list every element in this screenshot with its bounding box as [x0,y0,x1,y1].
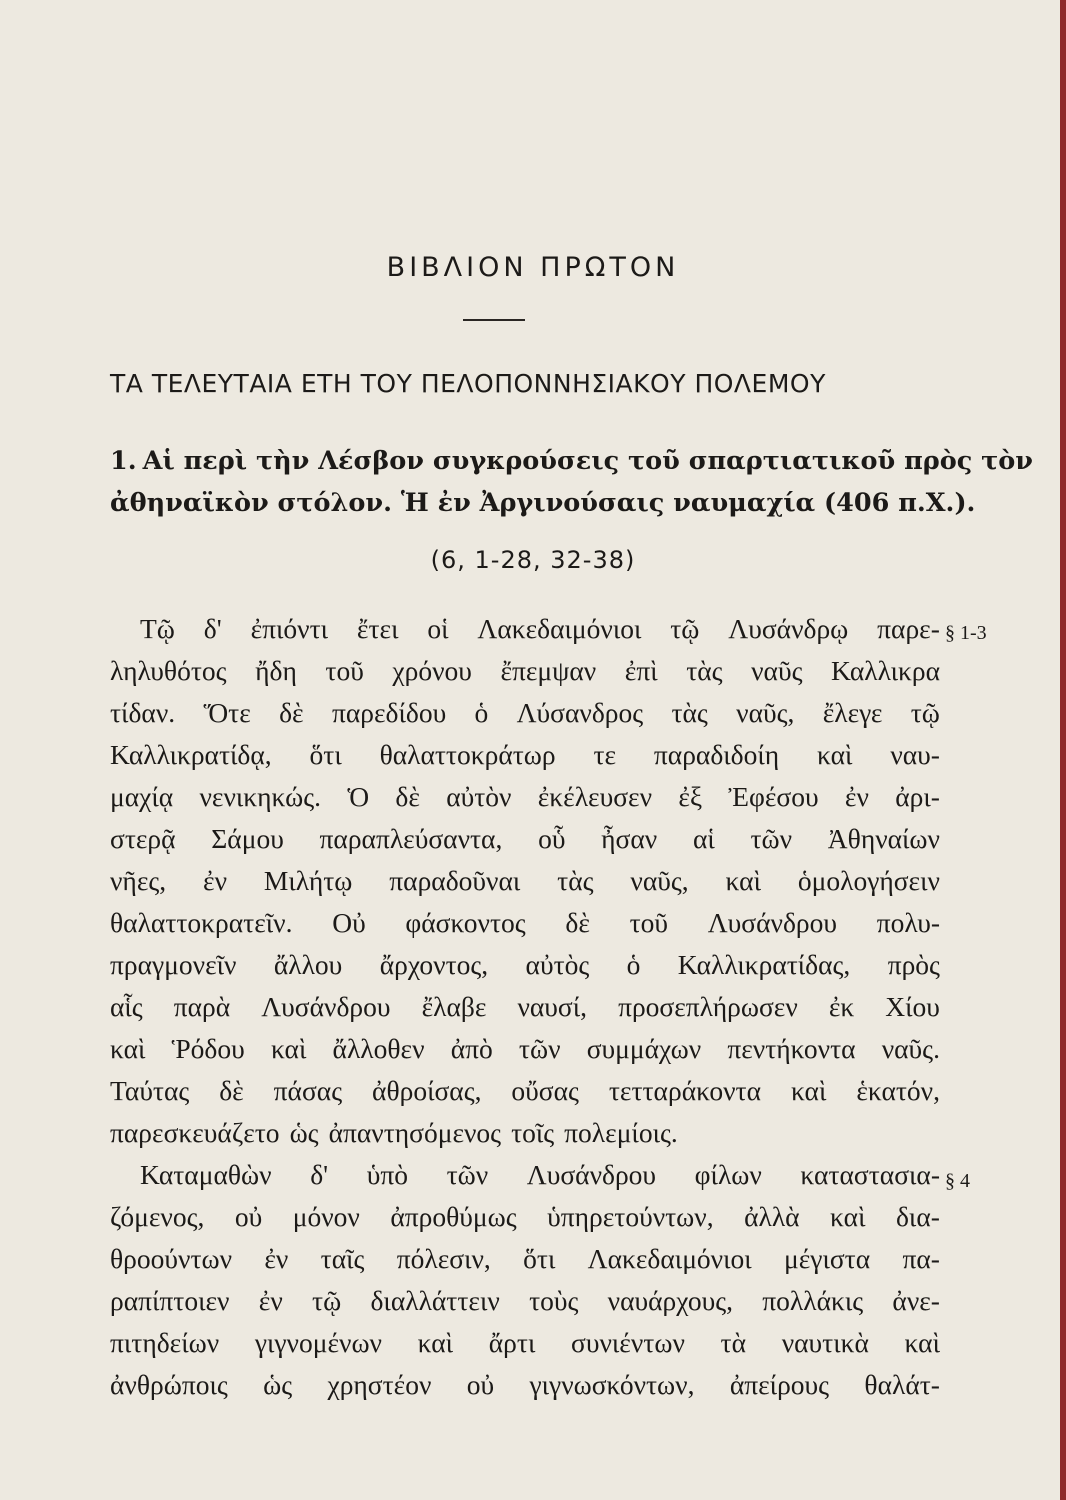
text-line: ραπίπτοιεν ἐν τῷ διαλλάττειν τοὺς ναυάρχους, πολλάκις ἀνε- [110,1285,940,1316]
text-line: στερᾷ Σάμου παραπλεύσαντα, οὗ ἦσαν αἱ τῶν Ἀθηναίων [110,823,940,854]
chapter-number: 1. [110,446,137,476]
text-line: νῆες, ἐν Μιλήτῳ παραδοῦναι τὰς ναῦς, καὶ ὁμολογήσειν [110,865,940,896]
text-line: ληλυθότος ἤδη τοῦ χρόνου ἔπεμψαν ἐπὶ τὰς ναῦς Καλλικρα [110,655,940,686]
margin-note-section-1-3: § 1-3 [945,622,987,644]
section-title: ΤΑ ΤΕΛΕΥΤΑΙΑ ΕΤΗ ΤΟΥ ΠΕΛΟΠΟΝΝΗΣΙΑΚΟΥ ΠΟΛΕΜΟΥ [110,369,826,398]
body-text [110,608,940,1406]
title-divider [463,319,525,321]
chapter-heading-line-1 [110,440,1033,482]
text-line: παρεσκευάζετο ὡς ἀπαντησόμενος τοῖς πολεμίοις. [110,1117,678,1148]
text-line: Καλλικρατίδᾳ, ὅτι θαλαττοκράτωρ τε παραδιδοίη καὶ ναυ- [110,739,940,770]
text-line: πιτηδείων γιγνομένων καὶ ἄρτι συνιέντων τὰ ναυτικὰ καὶ [110,1327,940,1358]
text-line: ζόμενος, οὐ μόνον ἀπροθύμως ὑπηρετούντων, ἀλλὰ καὶ δια- [110,1201,940,1232]
text-line: πραγμονεῖν ἄλλου ἄρχοντος, αὐτὸς ὁ Καλλικρατίδας, πρὸς [110,949,940,980]
text-line: θροούντων ἐν ταῖς πόλεσιν, ὅτι Λακεδαιμόνιοι μέγιστα πα- [110,1243,940,1274]
page-edge-stripe [1060,0,1066,1500]
text-line: Ταύτας δὲ πάσας ἀθροίσας, οὔσας τετταράκοντα καὶ ἑκατόν, [110,1075,940,1106]
text-line: καὶ Ῥόδου καὶ ἄλλοθεν ἀπὸ τῶν συμμάχων πεντήκοντα ναῦς. [110,1033,940,1064]
text-line: ἀνθρώποις ὡς χρηστέον οὐ γιγνωσκόντων, ἀπείρους θαλάτ- [110,1369,940,1400]
passage-reference: (6, 1-28, 32-38) [430,546,636,574]
text-line: τίδαν. Ὅτε δὲ παρεδίδου ὁ Λύσανδρος τὰς ναῦς, ἔλεγε τῷ [110,697,940,728]
text-line: Καταμαθὼν δ' ὑπὸ τῶν Λυσάνδρου φίλων καταστασια- [140,1159,940,1190]
chapter-heading-line-2: ἀθηναϊκὸν στόλον. Ἡ ἐν Ἀργινούσαις ναυμαχία (406 π.Χ.). [110,488,976,518]
text-line: αἷς παρὰ Λυσάνδρου ἔλαβε ναυσί, προσεπλήρωσεν ἐκ Χίου [110,991,940,1022]
margin-note-section-4: § 4 [945,1170,970,1192]
text-line: θαλαττοκρατεῖν. Οὐ φάσκοντος δὲ τοῦ Λυσάνδρου πολυ- [110,907,940,938]
chapter-heading-text-1: Αἱ περὶ τὴν Λέσβον συγκρούσεις τοῦ σπαρτιατικοῦ πρὸς τὸν [142,446,1033,476]
text-line: Τῷ δ' ἐπιόντι ἔτει οἱ Λακεδαιμόνιοι τῷ Λυσάνδρῳ παρε- [140,613,940,644]
book-title: ΒΙΒΛΙΟΝ ΠΡΩΤΟΝ [386,252,680,283]
chapter-heading [110,440,1033,524]
text-line: μαχίᾳ νενικηκώς. Ὁ δὲ αὐτὸν ἐκέλευσεν ἐξ Ἐφέσου ἐν ἀρι- [110,781,940,812]
